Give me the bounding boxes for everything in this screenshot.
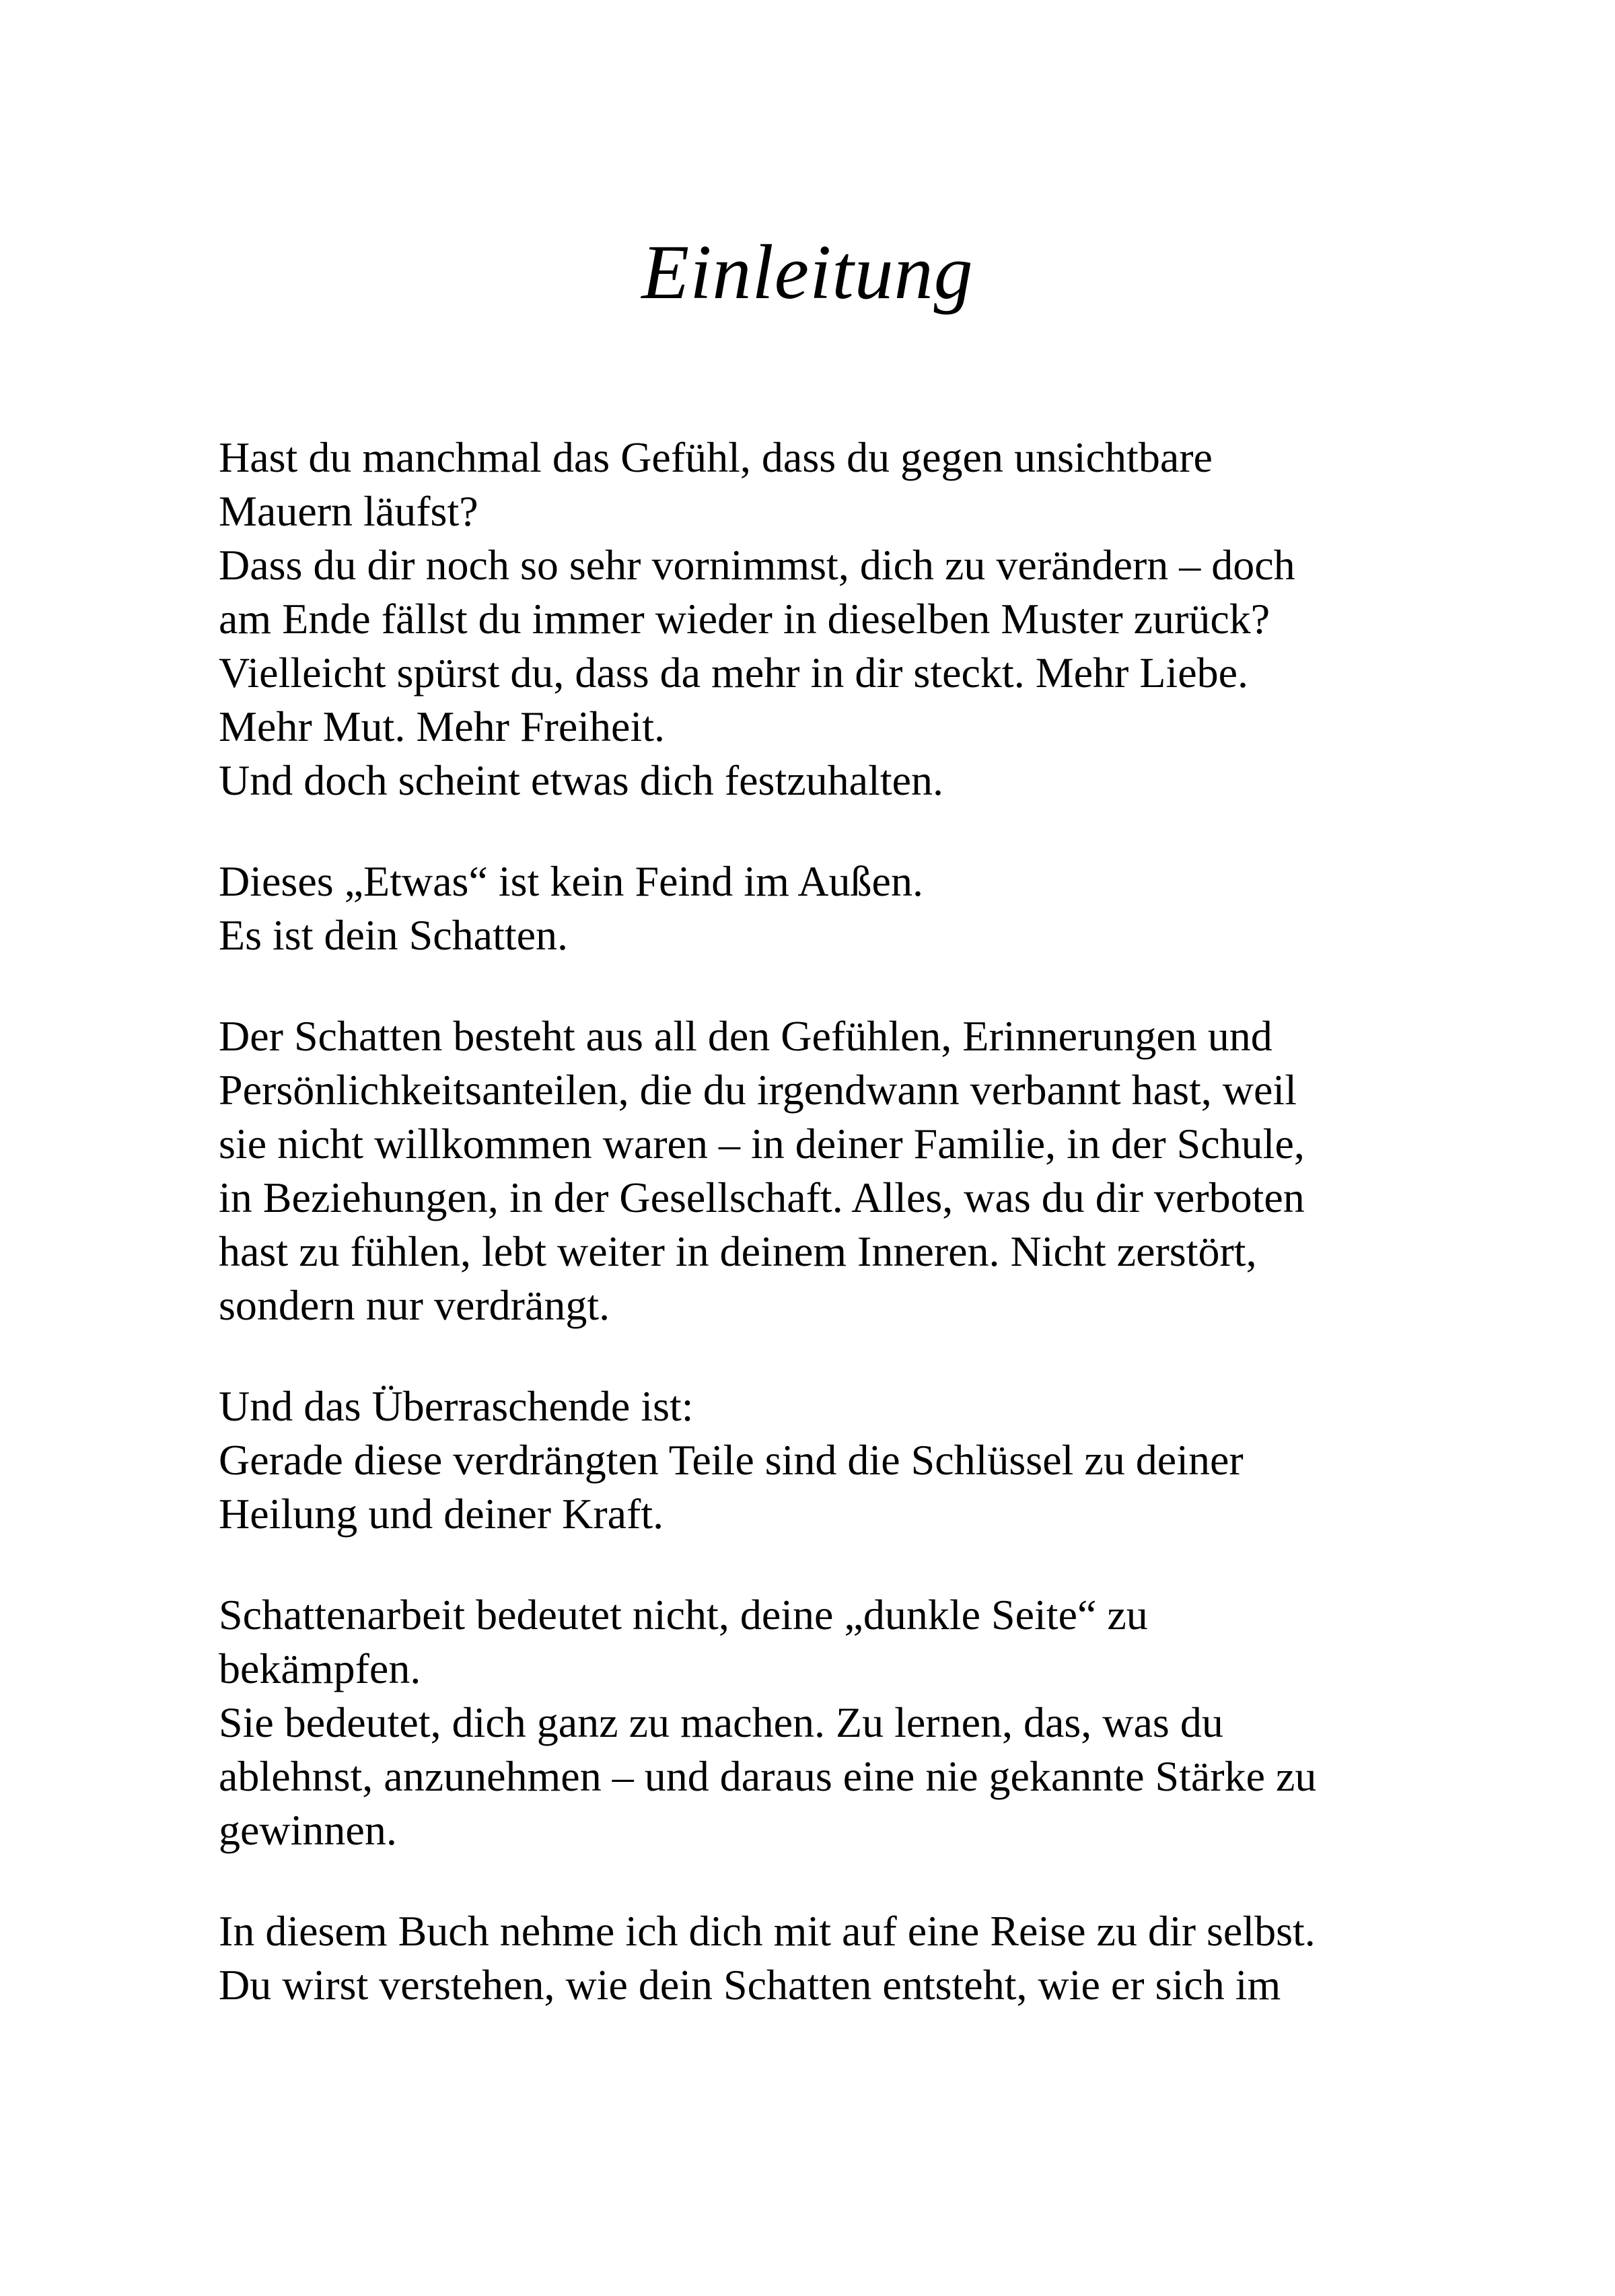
text-line: Es ist dein Schatten. (219, 911, 569, 959)
text-line: sie nicht willkommen waren – in deiner Familie, in der Schule, (219, 1120, 1305, 1168)
text-line: In diesem Buch nehme ich dich mit auf eine Reise zu dir selbst. (219, 1907, 1316, 1955)
text-line: Du wirst verstehen, wie dein Schatten entsteht, wie er sich im (219, 1961, 1281, 2009)
text-line: in Beziehungen, in der Gesellschaft. Alles, was du dir verboten (219, 1174, 1305, 1221)
paragraph-2 (219, 855, 1497, 962)
text-line: Und das Überraschende ist: (219, 1382, 694, 1430)
text-line: Schattenarbeit bedeutet nicht, deine „dunkle Seite“ zu (219, 1591, 1148, 1639)
text-line: Und doch scheint etwas dich festzuhalten. (219, 756, 943, 804)
text-line: hast zu fühlen, lebt weiter in deinem Inneren. Nicht zerstört, (219, 1227, 1257, 1275)
paragraph-6 (219, 1904, 1497, 2012)
text-line: Persönlichkeitsanteilen, die du irgendwann verbannt hast, weil (219, 1066, 1297, 1114)
paragraph-3 (219, 1009, 1497, 1332)
chapter-body (219, 431, 1497, 2059)
paragraph-1 (219, 431, 1497, 808)
paragraph-4 (219, 1379, 1497, 1541)
text-line: Dass du dir noch so sehr vornimmst, dich zu verändern – doch (219, 541, 1295, 589)
text-line: sondern nur verdrängt. (219, 1281, 610, 1329)
text-line: Hast du manchmal das Gefühl, dass du gegen unsichtbare (219, 433, 1213, 481)
text-line: gewinnen. (219, 1806, 397, 1854)
text-line: ablehnst, anzunehmen – und daraus eine nie gekannte Stärke zu (219, 1752, 1317, 1800)
text-line: Der Schatten besteht aus all den Gefühlen, Erinnerungen und (219, 1012, 1272, 1060)
paragraph-5 (219, 1588, 1497, 1857)
text-line: Heilung und deiner Kraft. (219, 1490, 664, 1538)
text-line: bekämpfen. (219, 1645, 421, 1692)
chapter-title: Einleitung (641, 229, 974, 316)
text-line: Dieses „Etwas“ ist kein Feind im Außen. (219, 857, 923, 905)
text-line: Mauern läufst? (219, 487, 478, 535)
text-line: Gerade diese verdrängten Teile sind die Schlüssel zu deiner (219, 1436, 1244, 1484)
text-line: Sie bedeutet, dich ganz zu machen. Zu lernen, das, was du (219, 1698, 1223, 1746)
text-line: am Ende fällst du immer wieder in dieselben Muster zurück? (219, 595, 1270, 643)
text-line: Vielleicht spürst du, dass da mehr in dir steckt. Mehr Liebe. (219, 649, 1248, 696)
text-line: Mehr Mut. Mehr Freiheit. (219, 703, 665, 750)
